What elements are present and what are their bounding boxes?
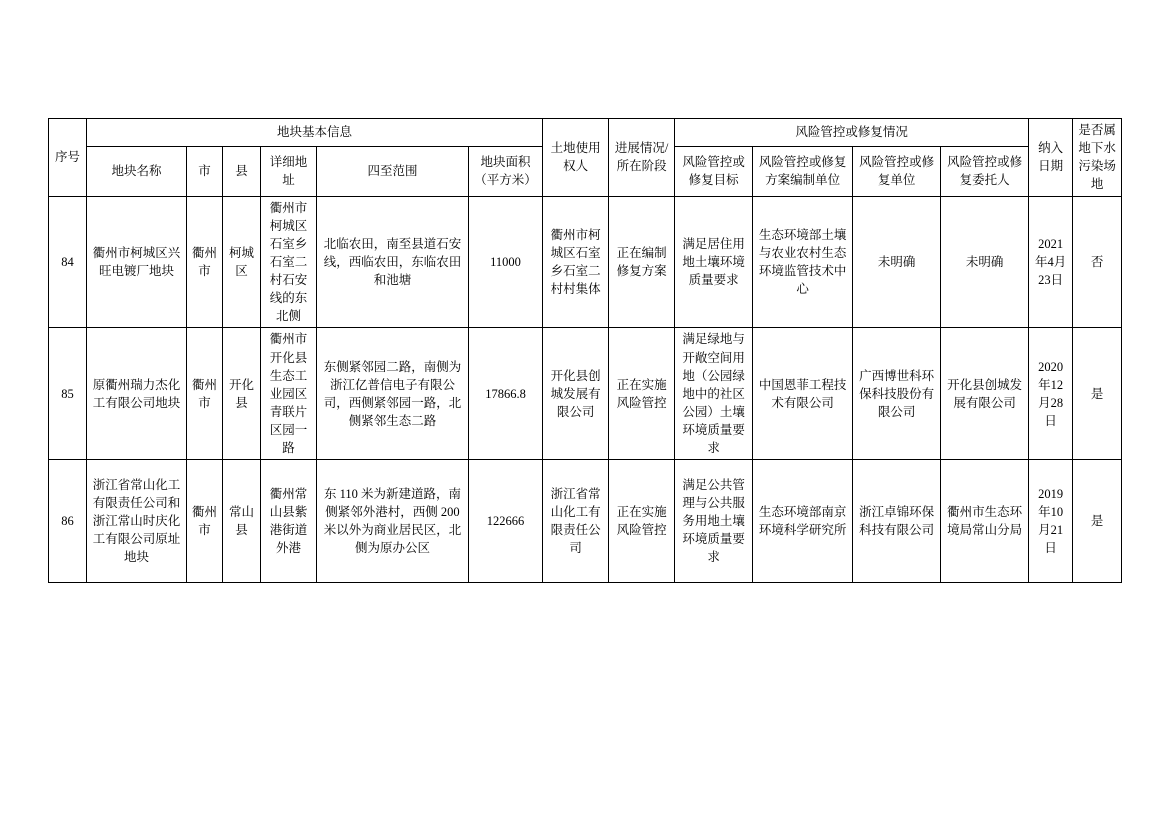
- cell-repair-unit: 广西博世科环保科技股份有限公司: [853, 328, 941, 460]
- cell-county: 开化县: [223, 328, 261, 460]
- cell-name: 衢州市柯城区兴旺电镀厂地块: [87, 196, 187, 328]
- cell-area: 122666: [469, 460, 543, 583]
- header-area: 地块面积（平方米）: [469, 146, 543, 196]
- header-name: 地块名称: [87, 146, 187, 196]
- cell-county: 柯城区: [223, 196, 261, 328]
- header-risk-info: 风险管控或修复情况: [675, 119, 1029, 147]
- table-row: [49, 328, 1122, 460]
- land-parcel-table: [48, 118, 1122, 583]
- cell-city: 衢州市: [187, 460, 223, 583]
- header-scope: 四至范围: [317, 146, 469, 196]
- cell-groundwater: 否: [1073, 196, 1122, 328]
- header-owner: 土地使用权人: [543, 119, 609, 197]
- header-goal: 风险管控或修复目标: [675, 146, 753, 196]
- cell-county: 常山县: [223, 460, 261, 583]
- cell-date: 2021年4月23日: [1029, 196, 1073, 328]
- cell-goal: 满足居住用地土壤环境质量要求: [675, 196, 753, 328]
- cell-owner: 浙江省常山化工有限责任公司: [543, 460, 609, 583]
- cell-repair-unit: 未明确: [853, 196, 941, 328]
- cell-date: 2020年12月28日: [1029, 328, 1073, 460]
- header-basic-info: 地块基本信息: [87, 119, 543, 147]
- cell-entrust: 衢州市生态环境局常山分局: [941, 460, 1029, 583]
- cell-plan-unit: 生态环境部南京环境科学研究所: [753, 460, 853, 583]
- table-header-group-row: [49, 119, 1122, 147]
- cell-city: 衢州市: [187, 328, 223, 460]
- cell-groundwater: 是: [1073, 328, 1122, 460]
- cell-entrust: 开化县创城发展有限公司: [941, 328, 1029, 460]
- table-container: [48, 118, 1121, 583]
- cell-repair-unit: 浙江卓锦环保科技有限公司: [853, 460, 941, 583]
- cell-seq: 84: [49, 196, 87, 328]
- cell-name: 浙江省常山化工有限责任公司和浙江常山时庆化工有限公司原址地块: [87, 460, 187, 583]
- cell-seq: 86: [49, 460, 87, 583]
- cell-stage: 正在实施风险管控: [609, 460, 675, 583]
- cell-seq: 85: [49, 328, 87, 460]
- cell-scope: 东侧紧邻园二路，南侧为浙江亿普信电子有限公司，西侧紧邻园一路，北侧紧邻生态二路: [317, 328, 469, 460]
- cell-name: 原衢州瑞力杰化工有限公司地块: [87, 328, 187, 460]
- cell-entrust: 未明确: [941, 196, 1029, 328]
- header-stage: 进展情况/所在阶段: [609, 119, 675, 197]
- cell-address: 衢州市柯城区石室乡石室二村石安线的东北侧: [261, 196, 317, 328]
- header-include-date: 纳入日期: [1029, 119, 1073, 197]
- header-is-groundwater: 是否属地下水污染场地: [1073, 119, 1122, 197]
- table-row: [49, 460, 1122, 583]
- cell-area: 17866.8: [469, 328, 543, 460]
- header-plan-unit: 风险管控或修复方案编制单位: [753, 146, 853, 196]
- cell-plan-unit: 生态环境部土壤与农业农村生态环境监管技术中心: [753, 196, 853, 328]
- cell-address: 衢州市开化县生态工业园区青联片区园一路: [261, 328, 317, 460]
- cell-groundwater: 是: [1073, 460, 1122, 583]
- cell-owner: 开化县创城发展有限公司: [543, 328, 609, 460]
- cell-goal: 满足绿地与开敞空间用地（公园绿地中的社区公园）土壤环境质量要求: [675, 328, 753, 460]
- table-row: [49, 196, 1122, 328]
- header-county: 县: [223, 146, 261, 196]
- cell-goal: 满足公共管理与公共服务用地土壤环境质量要求: [675, 460, 753, 583]
- cell-scope: 东 110 米为新建道路，南侧紧邻外港村，西侧 200 米以外为商业居民区，北侧为原办公区: [317, 460, 469, 583]
- header-city: 市: [187, 146, 223, 196]
- cell-city: 衢州市: [187, 196, 223, 328]
- header-entrust: 风险管控或修复委托人: [941, 146, 1029, 196]
- cell-stage: 正在实施风险管控: [609, 328, 675, 460]
- cell-date: 2019年10月21日: [1029, 460, 1073, 583]
- cell-stage: 正在编制修复方案: [609, 196, 675, 328]
- cell-plan-unit: 中国恩菲工程技术有限公司: [753, 328, 853, 460]
- cell-owner: 衢州市柯城区石室乡石室二村村集体: [543, 196, 609, 328]
- cell-area: 11000: [469, 196, 543, 328]
- cell-scope: 北临农田，南至县道石安线，西临农田，东临农田和池塘: [317, 196, 469, 328]
- header-repair-unit: 风险管控或修复单位: [853, 146, 941, 196]
- header-address: 详细地址: [261, 146, 317, 196]
- header-seq: 序号: [49, 119, 87, 197]
- cell-address: 衢州常山县紫港街道外港: [261, 460, 317, 583]
